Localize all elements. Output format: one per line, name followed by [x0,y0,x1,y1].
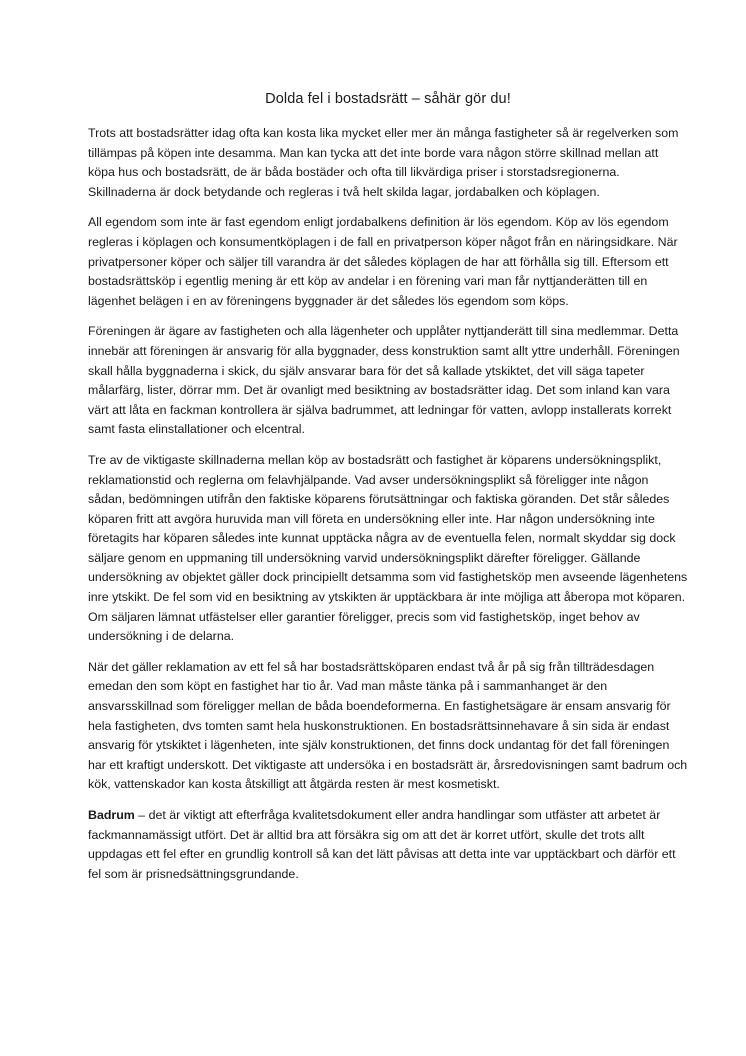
document-title: Dolda fel i bostadsrätt – såhär gör du! [265,91,511,107]
paragraph-los-egendom: All egendom som inte är fast egendom enligt jordabalkens definition är lös egendom. Köp av lös egendom regleras i köplagen och konsumentköplagen i de fall en privatperson köper något från en näringsidkare. När privatpersoner köper och säljer till varandra är det således köplagen de har att förhålla sig till. Eftersom ett bostadsrättsköp i egentlig mening är ett köp av andelar i en förening vari man får nyttjanderätten till en lägenhet belägen i en av föreningens byggnader är det således lös egendom som köps. [88,215,678,308]
paragraph-reklamation: När det gäller reklamation av ett fel så har bostadsrättsköparen endast två år på sig från tillträdesdagen emedan den som köpt en fastighet har tio år. Vad man måste tänka på i sammanhanget är den ansvarsskillnad som föreligger mellan de båda boendeformerna. En fastighetsägare är ensam ansvarig för hela fastigheten, dvs tomten samt hela huskonstruktionen. En bostadsrättsinnehavare å sin sida är endast ansvarig för ytskiktet i lägenheten, inte själv konstruktionen, det finns dock undantag för det fall föreningen har ett kraftigt underskott. Det viktigaste att undersöka i en bostadsrätt är, årsredovisningen samt badrum och kök, vattenskador kan kosta åtskilligt att åtgärda resten är mest kosmetiskt. [88,659,688,792]
paragraph-intro: Trots att bostadsrätter idag ofta kan kosta lika mycket eller mer än många fastigheter så är regelverken som tillämpas på köpen inte desamma. Man kan tycka att det inte borde vara någon större skillnad mellan att köpa hus och bostadsrätt, de är båda bostäder och ofta till likvärdiga priser i storstadsregionerna. Skillnaderna är dock betydande och regleras i två helt skilda lagar, jordabalken och köplagen. [88,126,679,199]
paragraph-skillnader: Tre av de viktigaste skillnaderna mellan köp av bostadsrätt och fastighet är köparens undersökningsplikt, reklamationstid och reglerna om felavhjälpande. Vad avser undersökningsplikt så föreligger inte någon sådan, bedömningen utifrån den faktiske köparens förutsättningar och faktiska göranden. Det står således köparen fritt att avgöra huruvida man vill företa en undersökning eller inte. Har någon undersökning inte företagits har köparen således inte kunnat upptäcka några av de eventuella felen, normalt skyddar sig dock säljare genom en uppmaning till undersökning varvid undersökningsplikt därefter föreligger. Gällande undersökning av objektet gäller dock principiellt detsamma som vid fastighetsköp men avseende lägenhetens inre ytskikt. De fel som vid en besiktning av ytskikten är upptäckbara är inte möjliga att åberopa mot köparen. Om säljaren lämnat utfästelser eller garantier föreligger, precis som vid fastighetsköp, inget behov av undersökning i de delarna. [88,452,688,644]
paragraph-badrum-lead: Badrum [88,808,135,822]
paragraph-badrum-text: – det är viktigt att efterfråga kvalitetsdokument eller andra handlingar som utfäster att arbetet är fackmannamässigt utfört. Det är alltid bra att försäkra sig om att det är korret utfört, skulle det trots allt uppdagas ett fel efter en grundlig kontroll så kan det lätt påvisas att detta inte var upptäckbart och därför ett fel som är prisnedsättningsgrundande. [88,808,676,881]
paragraph-foreningen: Föreningen är ägare av fastigheten och alla lägenheter och upplåter nyttjanderätt till sina medlemmar. Detta innebär att föreningen är ansvarig för alla byggnader, dess konstruktion samt allt yttre underhåll. Föreningen skall hålla byggnaderna i skick, du själv ansvarar bara för det så kallade ytskiktet, det vill säga tapeter målarfärg, lister, dörrar mm. Det är ovanligt med besiktning av bostadsrätter idag. Det som inland kan vara värt att låta en fackman kontrollera är själva badrummet, att ledningar för vatten, avlopp installerats korrekt samt fasta elinstallationer och elcentral. [88,324,680,437]
paragraph-badrum [88,806,688,884]
